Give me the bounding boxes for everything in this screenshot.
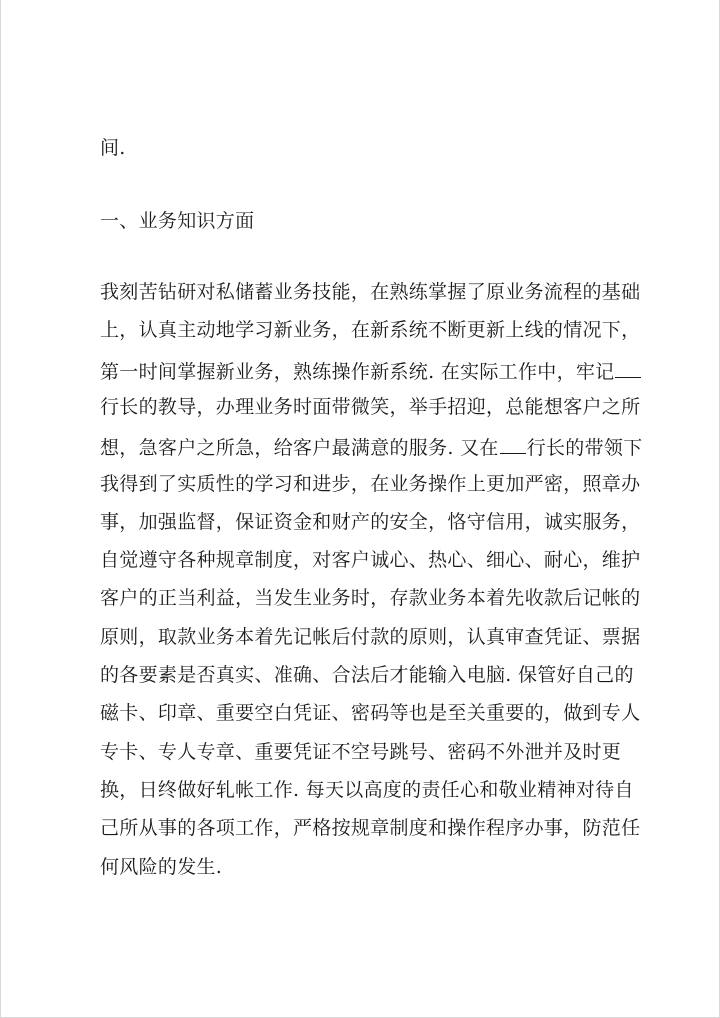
body-line [100, 586, 640, 610]
body-line [100, 740, 621, 764]
body-line [100, 548, 640, 572]
body-line-text: 事，加强监督，保证资金和财产的安全，恪守信用，诚实服务， [100, 511, 641, 533]
body-line-text: 想，急客户之所急，给客户最满意的服务. 又在 [100, 437, 499, 459]
body-line [100, 625, 640, 649]
body-line-text: 上，认真主动地学习新业务，在新系统不断更新上线的情况下， [100, 319, 641, 341]
opening-fragment: 间. [100, 137, 126, 159]
body-line-text: 我刻苦钻研对私储蓄业务技能，在熟练掌握了原业务流程的基础 [100, 281, 641, 303]
body-line [100, 701, 640, 725]
body-line-text: 自觉遵守各种规章制度，对客户诚心、热心、细心、耐心，维护 [100, 549, 641, 571]
body-line-text: 我得到了实质性的学习和进步，在业务操作上更加严密，照章办 [100, 473, 641, 495]
body-line [100, 357, 642, 384]
body-line [100, 280, 640, 304]
body-line [100, 472, 640, 496]
body-line-text: 原则，取款业务本着先记帐后付款的原则，认真审查凭证、票据 [100, 626, 641, 648]
body-line-text: 何风险的发生. [100, 856, 223, 878]
body-line [100, 778, 634, 802]
body-line [100, 816, 640, 840]
fill-in-blank [615, 357, 641, 378]
body-line-text: 磁卡、印章、重要空白凭证、密码等也是至关重要的，做到专人 [100, 702, 641, 724]
body-line [100, 318, 640, 342]
body-line-text: 专卡、专人专章、重要凭证不空号跳号、密码不外泄并及时更 [100, 741, 622, 763]
body-line-text: 己所从事的各项工作，严格按规章制度和操作程序办事，防范任 [100, 817, 641, 839]
body-line-text: 行长的教导，办理业务时面带微笑，举手招迎，总能想客户之所 [100, 396, 641, 418]
body-line-text: 的各要素是否真实、准确、合法后才能输入电脑. 保管好自己的 [100, 664, 634, 686]
body-line-text: 行长的带领下 [526, 437, 643, 459]
body-line [100, 395, 640, 419]
body-line [100, 663, 634, 687]
body-line-text: 客户的正当利益，当发生业务时，存款业务本着先收款后记帐的 [100, 587, 641, 609]
fill-in-blank [500, 433, 526, 454]
body-line [100, 510, 640, 534]
body-line [100, 433, 643, 460]
section-heading: 一、业务知识方面 [100, 210, 255, 232]
body-line-text: 换，日终做好轧帐工作. 每天以高度的责任心和敬业精神对待自 [100, 779, 634, 801]
body-line-text: 第一时间掌握新业务，熟练操作新系统. 在实际工作中，牢记 [100, 361, 615, 383]
body-line [100, 855, 222, 879]
